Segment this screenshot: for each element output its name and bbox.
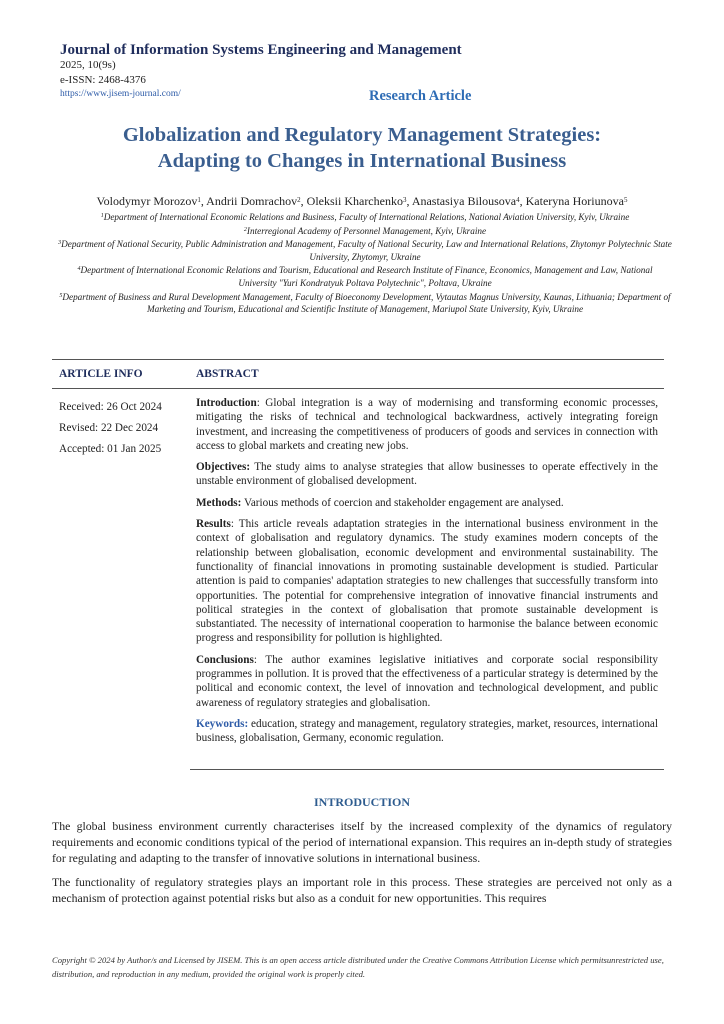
divider-bottom	[190, 769, 664, 770]
author-affil-marker: 3	[402, 196, 407, 204]
affiliation-item	[58, 237, 672, 263]
journal-issn: e-ISSN: 2468-4376	[60, 74, 146, 86]
article-dates	[59, 397, 162, 460]
revised-date: Revised: 22 Dec 2024	[59, 422, 159, 434]
keywords-label: Keywords:	[196, 717, 249, 730]
abstract-introduction	[196, 396, 658, 453]
introduction-body	[52, 818, 672, 914]
affiliation-marker: 5	[59, 292, 63, 299]
paper-title-line1: Globalization and Regulatory Management Strategies:	[122, 124, 602, 146]
author-name: Oleksii Kharchenko	[306, 194, 403, 208]
affiliation-marker: 3	[58, 240, 62, 247]
abstract-objectives	[196, 460, 658, 489]
affiliation-marker: 4	[77, 266, 81, 273]
keywords-text: education, strategy and management, regulatory strategies, market, resources, international business, globalisation, Germany, economic regulation.	[196, 717, 659, 745]
received-date: Received: 26 Oct 2024	[59, 401, 162, 413]
separator: :	[256, 397, 266, 409]
affiliation-item	[58, 210, 672, 224]
article-info-heading: ARTICLE INFO	[59, 368, 143, 380]
journal-title: Journal of Information Systems Engineering and Management	[60, 42, 462, 58]
abstract-section-label: Methods:	[196, 496, 242, 509]
author-name: Andrii Domrachov	[206, 194, 298, 208]
abstract-keywords	[196, 717, 658, 746]
affiliation-text: Department of International Economic Relations and Tourism, Educational and Research Institute of Finance, Economics, Management and Law, National University "Yuri Kondratyuk Poltava Polytechnic", Poltava, Ukraine	[80, 265, 653, 288]
abstract-section-text: Various methods of coercion and stakeholder engagement are analysed.	[243, 496, 564, 509]
abstract-section-label: Results	[196, 518, 231, 531]
journal-volume: 2025, 10(9s)	[60, 59, 116, 71]
body-paragraph: The functionality of regulatory strategies plays an important role in this process. These strategies are perceived not only as a mechanism of protection against potential risks but also as a conduit for new opportunities. This requires	[52, 875, 672, 905]
abstract-heading: ABSTRACT	[196, 368, 259, 380]
affiliation-text: Department of Business and Rural Development Management, Faculty of Bioeconomy Development, Vytautas Magnus University, Kaunas, Lithuania; Department of Marketing and Tourism, Educational and Scientific Institute of Management, Mariupol State University, Kyiv, Ukraine	[62, 291, 671, 315]
abstract-section-label: Objectives:	[196, 461, 251, 474]
paper-title-line2: Adapting to Changes in International Business	[157, 150, 567, 172]
affiliation-marker: 1	[100, 213, 104, 219]
body-paragraph: The global business environment currently characterises itself by the increased complexity of the dynamics of regulatory requirements and economic conditions typical of the period of international expansion. This requires an in-depth study of strategies for regulating and adapting to the transfer of innovative solutions in international business.	[52, 819, 672, 865]
divider-header	[52, 388, 664, 389]
abstract-conclusions	[196, 653, 658, 710]
divider-top	[52, 359, 664, 360]
author-list: Volodymyr Morozov$^1$, Andrii Domrachov$^2$, Oleksii Kharchenko$^3$, Anastasiya Bilousova$^4$, Kateryna Horiunova$^5$	[96, 194, 628, 208]
abstract-section-text: The study aims to analyse strategies that allow businesses to operate effectively in the unstable environment of globalised development.	[196, 461, 658, 488]
journal-url-link[interactable]: https://www.jisem-journal.com/	[60, 89, 181, 99]
article-type-label: Research Article	[369, 88, 472, 104]
abstract-section-text: The author examines legislative initiatives and corporate social responsibility programmes in pollution. It is proved that the effectiveness of a particular strategy is determined by the political and economic context, the level of innovation and technological development, and public awareness of regulatory strategies and globalisation.	[196, 653, 659, 709]
author-name: Kateryna Horiunova	[525, 194, 624, 208]
separator: :	[253, 653, 266, 666]
abstract-body	[196, 396, 658, 753]
author-affil-marker: 4	[516, 196, 520, 204]
affiliation-list	[58, 210, 672, 316]
author-affil-marker: 5	[623, 196, 628, 204]
abstract-methods	[196, 496, 658, 510]
abstract-results	[196, 517, 658, 646]
affiliation-item	[58, 263, 672, 289]
affiliation-marker: 2	[243, 226, 247, 233]
paper-title	[0, 122, 724, 174]
affiliation-text: Department of National Security, Public Administration and Management, Faculty of National Security, Law and International Relations, Zhytomyr Polytechnic State University, Zhytomyr, Ukraine	[61, 239, 672, 262]
copyright-notice: Copyright © 2024 by Author/s and Licensed by JISEM. This is an open access article distributed under the Creative Commons Attribution License which permitsunrestricted use, distribution, and reproduction in any medium, provided the original work is properly cited.	[52, 955, 664, 979]
abstract-section-text: Global integration is a way of modernising and transforming economic processes, mitigating the risks of technical and technological backwardness, actively integrating foreign investment, and increasing the competitiveness of producers of goods and services in connection with access to global markets and creating new jobs.	[196, 397, 658, 452]
affiliation-item	[58, 290, 672, 316]
author-name: Anastasiya Bilousova	[411, 194, 517, 208]
affiliation-item	[58, 224, 672, 238]
separator: :	[230, 518, 239, 531]
introduction-heading: INTRODUCTION	[313, 795, 410, 809]
author-affil-marker: 2	[297, 196, 301, 204]
affiliation-text: Interregional Academy of Personnel Management, Kyiv, Ukraine	[246, 225, 487, 236]
abstract-section-label: Introduction	[196, 397, 257, 409]
abstract-section-label: Conclusions	[196, 653, 254, 666]
abstract-section-text: This article reveals adaptation strategies in the international business environment in the context of globalisation and regulatory dynamics. The study examines modern concepts of the relationship between globalisation, economic development and environmental sustainability. The functionality of financial innovations in promoting sustainable development is studied. Particular attention is paid to companies' adaptation strategies to new challenges that successfully transform into opportunities. The potential for comprehensive integration of innovative financial instruments and political strategies in the context of globalisation that promote sustainable development is substantiated. The necessity of international cooperation to harmonise the balance between economic progress and responsibility for pollution is highlighted.	[196, 518, 658, 645]
affiliation-text: Department of International Economic Relations and Business, Faculty of International Relations, National Aviation University, Kyiv, Ukraine	[103, 212, 630, 222]
author-name: Volodymyr Morozov	[96, 194, 198, 208]
accepted-date: Accepted: 01 Jan 2025	[59, 443, 162, 455]
author-affil-marker: 1	[197, 196, 201, 204]
